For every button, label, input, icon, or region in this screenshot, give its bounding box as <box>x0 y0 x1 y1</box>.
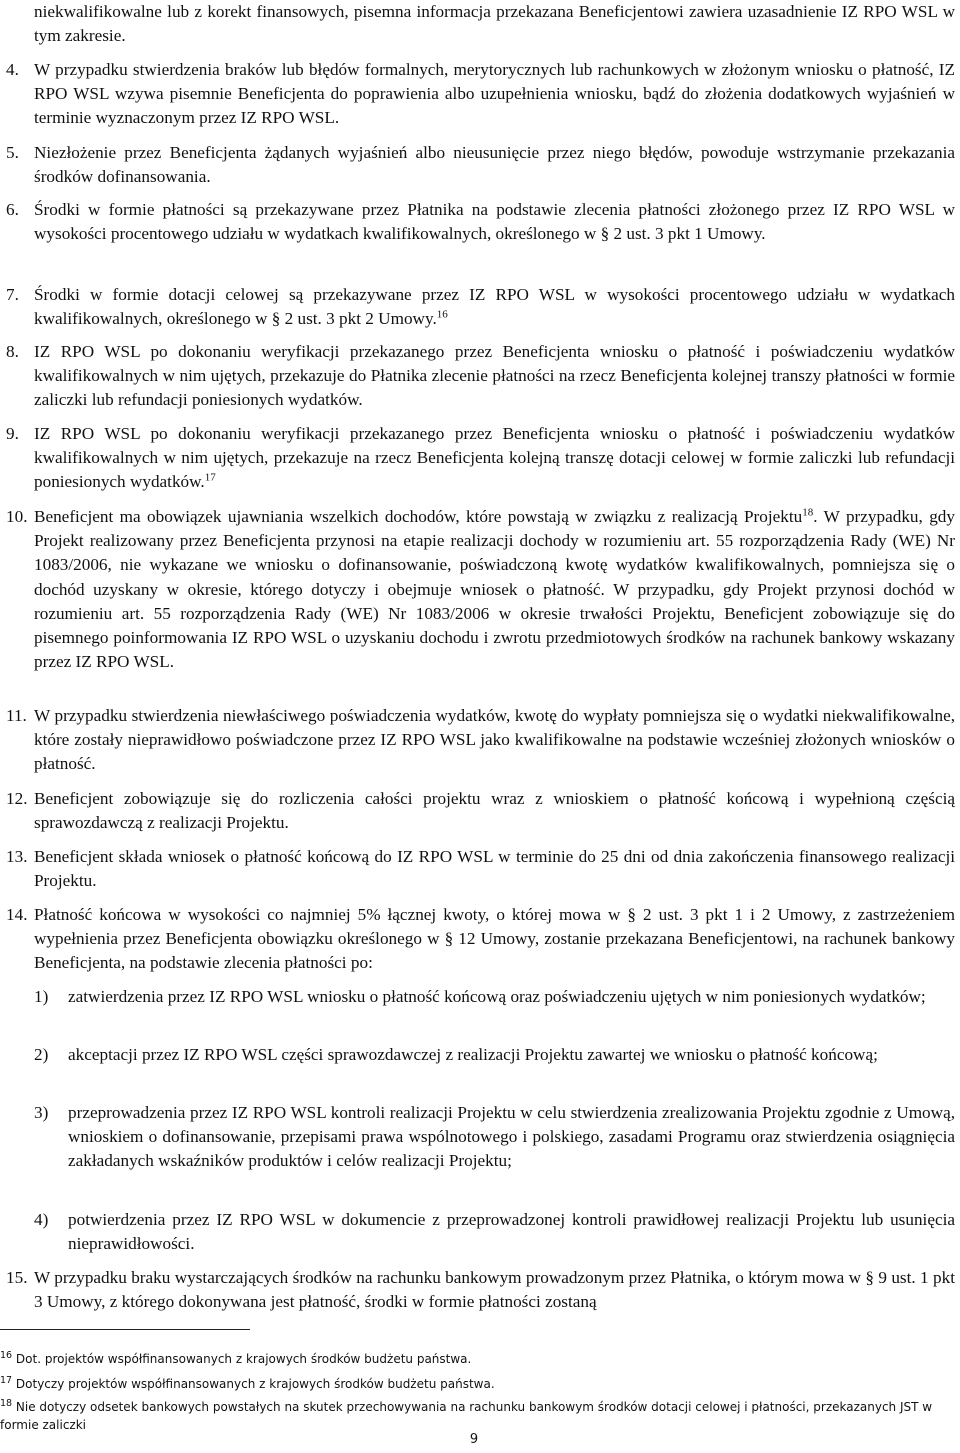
sub-item-1 <box>34 985 955 1009</box>
paragraph-number: 11. <box>6 706 27 725</box>
paragraph-text: W przypadku braku wystarczających środków na rachunku bankowym prowadzonym przez Płatnika, o którym mowa w § 9 ust. 1 pkt 3 Umowy, z którego dokonywana jest płatność, środki w formie płatności zostaną <box>34 1268 955 1312</box>
paragraph-text: W przypadku stwierdzenia niewłaściwego poświadczenia wydatków, kwotę do wypłaty pomniejsza się o wydatki niekwalifikowalne, które zostały nieprawidłowo poświadczone przez IZ RPO WSL jako kwalifikowalne na podstawie wcześniej złożonych wniosków o płatność. <box>34 706 955 774</box>
paragraph-text: Środki w formie płatności są przekazywane przez Płatnika na podstawie zlecenia płatności złożonego przez IZ RPO WSL w wysokości procentowego udziału w wydatkach kwalifikowalnych, określonego w § 2 ust. 3 pkt 1 Umowy. <box>34 200 955 244</box>
sub-item-text: przeprowadzenia przez IZ RPO WSL kontroli realizacji Projektu w celu stwierdzenia zrealizowania Projektu zgodnie z Umową, wnioskiem o dofinansowanie, przepisami prawa wspólnotowego i polskiego, zasadami Programu oraz stwierdzenia osiągnięcia zakładanych wskaźników produktów i celów realizacji Projektu; <box>68 1103 955 1171</box>
footnote-separator <box>0 1329 250 1330</box>
paragraph-15 <box>0 1266 955 1314</box>
paragraph-number: 9. <box>6 424 19 443</box>
paragraph-text-wrap <box>34 283 955 331</box>
paragraph-text-wrap <box>34 505 955 674</box>
footnote-number: 18 <box>0 1398 13 1409</box>
paragraph-9 <box>0 422 955 495</box>
paragraph-text: Płatność końcowa w wysokości co najmniej 5% łącznej kwoty, o której mowa w § 2 ust. 3 pkt 1 i 2 Umowy, z zastrzeżeniem wypełnienia przez Beneficjenta obowiązku określonego w § 12 Umowy, zostanie przekazana Beneficjentowi, na rachunek bankowy Beneficjenta, na podstawie zlecenia płatności po: <box>34 905 955 973</box>
sub-item-number: 4) <box>34 1210 49 1229</box>
paragraph-text: Beneficjent zobowiązuje się do rozliczenia całości projektu wraz z wnioskiem o płatność końcową i wypełnioną częścią sprawozdawczą z realizacji Projektu. <box>34 789 955 833</box>
footnote-ref[interactable]: 16 <box>436 308 448 321</box>
paragraph-text: Beneficjent składa wniosek o płatność końcową do IZ RPO WSL w terminie do 25 dni od dnia zakończenia finansowego realizacji Projektu. <box>34 847 955 891</box>
paragraph-7 <box>0 283 955 331</box>
paragraph-number: 12. <box>6 789 28 808</box>
paragraph-text: IZ RPO WSL po dokonaniu weryfikacji przekazanego przez Beneficjenta wniosku o płatność i poświadczeniu wydatków kwalifikowalnych w nim ujętych, przekazuje na rzecz Beneficjenta kolejną transzę dotacji celowej w formie zaliczki lub refundacji poniesionych wydatków. <box>34 424 955 492</box>
footnote-number: 17 <box>0 1375 13 1386</box>
sub-item-text: potwierdzenia przez IZ RPO WSL w dokumencie z przeprowadzonej kontroli prawidłowej realizacji Projektu lub usunięcia nieprawidłowości. <box>68 1210 955 1254</box>
footnote-18 <box>0 1398 955 1434</box>
paragraph-4 <box>0 58 955 131</box>
paragraph-text: W przypadku stwierdzenia braków lub błędów formalnych, merytorycznych lub rachunkowych w złożonym wniosku o płatność, IZ RPO WSL wzywa pisemnie Beneficjenta do poprawienia albo uzupełnienia wniosku, bądź do złożenia dodatkowych wyjaśnień w terminie wyznaczonym przez IZ RPO WSL. <box>34 60 955 128</box>
footnote-17 <box>0 1375 955 1393</box>
sub-item-number: 1) <box>34 987 49 1006</box>
paragraph-text-wrap <box>34 422 955 495</box>
paragraph-text: IZ RPO WSL po dokonaniu weryfikacji przekazanego przez Beneficjenta wniosku o płatność i poświadczeniu wydatków kwalifikowalnych w nim ujętych, przekazuje do Płatnika zlecenie płatności na rzecz Beneficjenta kolejnej transzy płatności w formie zaliczki lub refundacji poniesionych wydatków. <box>34 342 955 410</box>
sub-item-2 <box>34 1043 955 1067</box>
paragraph-number: 6. <box>6 200 19 219</box>
footnote-text: Dot. projektów współfinansowanych z krajowych środków budżetu państwa. <box>15 1352 472 1366</box>
footnote-number: 16 <box>0 1350 13 1361</box>
sub-item-text: zatwierdzenia przez IZ RPO WSL wniosku o płatność końcową oraz poświadczeniu ujętych w nim poniesionych wydatków; <box>68 987 926 1006</box>
paragraph-number: 13. <box>6 847 28 866</box>
paragraph-14 <box>0 903 955 976</box>
paragraph-text-a: Beneficjent ma obowiązek ujawniania wszelkich dochodów, które powstają w związku z realizacją Projektu <box>34 507 803 526</box>
footnote-text: Nie dotyczy odsetek bankowych powstałych na skutek przechowywania na rachunku bankowym środków dotacji celowej i płatności, przekazanych JST w formie zaliczki <box>0 1400 933 1432</box>
paragraph-text: Niezłożenie przez Beneficjenta żądanych wyjaśnień albo nieusunięcie przez niego błędów, powoduje wstrzymanie przekazania środków dofinansowania. <box>34 143 955 187</box>
paragraph-text-b: . W przypadku, gdy Projekt realizowany przez Beneficjenta przynosi na etapie realizacji dochody w rozumieniu art. 55 rozporządzenia Rady (WE) Nr 1083/2006, nie wykazane we wniosku o dofinansowanie, poświadczoną kwotę wydatków kwalifikowalnych, pomniejsza się o dochód uzyskany w okresie, którego dotyczy i obejmuje wniosek o płatność. W przypadku, gdy Projekt przynosi dochód w rozumieniu art. 55 rozporządzenia Rady (WE) Nr 1083/2006 w okresie trwałości Projektu, Beneficjent zobowiązuje się do pisemnego poinformowania IZ RPO WSL o uzyskaniu dochodu i zwrotu przedmiotowych środków na rachunek bankowy wskazany przez IZ RPO WSL. <box>34 507 955 672</box>
paragraph-13 <box>0 845 955 893</box>
page-number: 9 <box>469 1432 479 1447</box>
sub-item-text: akceptacji przez IZ RPO WSL części sprawozdawczej z realizacji Projektu zawartej we wniosku o płatność końcową; <box>68 1045 878 1064</box>
paragraph-5 <box>0 141 955 189</box>
paragraph-number: 14. <box>6 905 28 924</box>
intro-line-1: niekwalifikowalne lub z korekt finansowych, pisemna informacja przekazana Beneficjentowi zawiera <box>34 2 743 21</box>
intro-line-2: uzasadnienie IZ RPO WSL w tym zakresie. <box>34 2 955 46</box>
paragraph-6 <box>0 198 955 246</box>
paragraph-number: 10. <box>6 507 28 526</box>
paragraph-number: 5. <box>6 143 19 162</box>
footnote-16 <box>0 1350 955 1368</box>
sub-item-number: 3) <box>34 1103 49 1122</box>
paragraph-12 <box>0 787 955 835</box>
footnote-text: Dotyczy projektów współfinansowanych z krajowych środków budżetu państwa. <box>15 1377 495 1391</box>
paragraph-number: 15. <box>6 1268 28 1287</box>
paragraph-8 <box>0 340 955 413</box>
paragraph-11 <box>0 704 955 777</box>
sub-item-4 <box>34 1208 955 1256</box>
sub-item-3 <box>34 1101 955 1174</box>
paragraph-number: 4. <box>6 60 19 79</box>
paragraph-10 <box>0 505 955 674</box>
paragraph-number: 8. <box>6 342 19 361</box>
sub-item-number: 2) <box>34 1045 49 1064</box>
footnote-ref[interactable]: 17 <box>204 471 216 484</box>
intro-continuation <box>34 0 955 48</box>
footnote-ref[interactable]: 18 <box>802 506 814 519</box>
paragraph-number: 7. <box>6 285 19 304</box>
paragraph-text: Środki w formie dotacji celowej są przekazywane przez IZ RPO WSL w wysokości procentowego udziału w wydatkach kwalifikowalnych, określonego w § 2 ust. 3 pkt 2 Umowy. <box>34 285 955 329</box>
